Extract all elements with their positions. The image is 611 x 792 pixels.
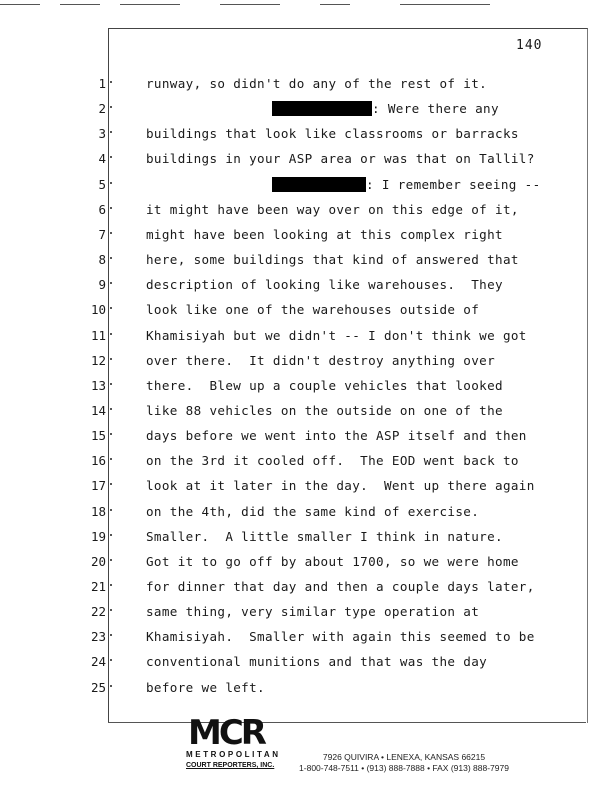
- transcript-line: [146, 504, 479, 519]
- line-text: description of looking like warehouses. They: [146, 277, 503, 292]
- transcript-line: [146, 302, 479, 317]
- margin-tick: [110, 408, 112, 410]
- margin-tick: [110, 458, 112, 460]
- line-number: 15: [90, 428, 106, 443]
- transcript-line: [272, 101, 499, 116]
- margin-tick: [110, 584, 112, 586]
- line-text: Khamisiyah but we didn't -- I don't think we got: [146, 328, 527, 343]
- transcript-line: [272, 177, 541, 192]
- line-text: might have been looking at this complex right: [146, 227, 503, 242]
- transcript-line: [146, 252, 519, 267]
- margin-tick: [110, 156, 112, 158]
- line-text: buildings that look like classrooms or barracks: [146, 126, 519, 141]
- margin-tick: [110, 106, 112, 108]
- line-number: 25: [90, 680, 106, 695]
- transcript-line: [146, 428, 527, 443]
- scan-top-marks: [0, 0, 611, 14]
- page-bottom-rule: [108, 722, 586, 723]
- margin-tick: [110, 483, 112, 485]
- line-number: 21: [90, 579, 106, 594]
- line-text: over there. It didn't destroy anything over: [146, 353, 496, 368]
- line-number: 13: [90, 378, 106, 393]
- logo-line-court-reporters: COURT REPORTERS, INC.: [186, 762, 275, 769]
- margin-tick: [110, 509, 112, 511]
- line-text: there. Blew up a couple vehicles that looked: [146, 378, 503, 393]
- margin-tick: [110, 257, 112, 259]
- line-number: 1: [98, 76, 106, 91]
- redaction-bar: [272, 101, 372, 116]
- line-number: 19: [90, 529, 106, 544]
- transcript-line: [146, 654, 487, 669]
- margin-tick: [110, 207, 112, 209]
- margin-tick: [110, 634, 112, 636]
- footer-address: 7926 QUIVIRA • LENEXA, KANSAS 66215: [322, 752, 486, 762]
- transcript-line: [146, 604, 479, 619]
- redaction-bar: [272, 177, 366, 192]
- transcript-line: [146, 478, 535, 493]
- logo-letters: MCR: [188, 713, 264, 753]
- line-number: 20: [90, 554, 106, 569]
- line-number: 3: [98, 126, 106, 141]
- transcript-line: [146, 403, 503, 418]
- margin-tick: [110, 333, 112, 335]
- page-number: 140: [516, 38, 543, 53]
- line-number: 2: [98, 101, 106, 116]
- line-text: conventional munitions and that was the day: [146, 654, 488, 669]
- line-text: on the 4th, did the same kind of exercise.: [146, 504, 480, 519]
- line-number: 22: [90, 604, 106, 619]
- footer-address-block: [284, 752, 524, 774]
- margin-tick: [110, 559, 112, 561]
- line-text: buildings in your ASP area or was that on Tallil?: [146, 151, 535, 166]
- line-text: days before we went into the ASP itself and then: [146, 428, 527, 443]
- line-text: like 88 vehicles on the outside on one of the: [146, 403, 503, 418]
- line-text: look at it later in the day. Went up there again: [146, 478, 535, 493]
- transcript-line: [146, 277, 503, 292]
- line-number: 12: [90, 353, 106, 368]
- metropolitan-court-reporters-logo: [186, 713, 281, 776]
- margin-tick: [110, 232, 112, 234]
- footer-phones: 1-800-748-7511 • (913) 888-7888 • FAX (913) 888-7979: [299, 763, 509, 773]
- margin-tick: [110, 383, 112, 385]
- margin-tick: [110, 609, 112, 611]
- line-number: 5: [98, 177, 106, 192]
- transcript-line: [146, 453, 519, 468]
- margin-tick: [110, 307, 112, 309]
- line-number: 7: [98, 227, 106, 242]
- line-number: 4: [98, 151, 106, 166]
- transcript-line: [146, 76, 487, 91]
- line-number: 14: [90, 403, 106, 418]
- line-text: Got it to go off by about 1700, so we were home: [146, 554, 519, 569]
- transcript-line: [146, 554, 519, 569]
- transcript-line: [146, 126, 519, 141]
- line-text: on the 3rd it cooled off. The EOD went back to: [146, 453, 519, 468]
- line-text: Smaller. A little smaller I think in nature.: [146, 529, 503, 544]
- line-text: it might have been way over on this edge of it,: [146, 202, 519, 217]
- margin-tick: [110, 182, 112, 184]
- transcript-line: [146, 629, 535, 644]
- logo-line-metropolitan: METROPOLITAN: [186, 750, 281, 759]
- line-text: before we left.: [146, 680, 265, 695]
- margin-tick: [110, 433, 112, 435]
- margin-tick: [110, 131, 112, 133]
- line-text: same thing, very similar type operation at: [146, 604, 480, 619]
- transcript-line: [146, 202, 519, 217]
- line-number: 18: [90, 504, 106, 519]
- transcript-line: [146, 579, 535, 594]
- line-number: 11: [90, 328, 106, 343]
- line-number: 6: [98, 202, 106, 217]
- line-text: runway, so didn't do any of the rest of it.: [146, 76, 488, 91]
- margin-tick: [110, 534, 112, 536]
- transcript-line: [146, 227, 503, 242]
- line-text: look like one of the warehouses outside of: [146, 302, 480, 317]
- line-number: 24: [90, 654, 106, 669]
- line-text: for dinner that day and then a couple days later,: [146, 579, 535, 594]
- line-text: : Were there any: [372, 101, 499, 116]
- line-number: 23: [90, 629, 106, 644]
- line-text: Khamisiyah. Smaller with again this seemed to be: [146, 629, 535, 644]
- transcript-line: [146, 680, 265, 695]
- line-text: here, some buildings that kind of answered that: [146, 252, 519, 267]
- transcript-line: [146, 353, 495, 368]
- transcript-line: [146, 529, 503, 544]
- margin-tick: [110, 358, 112, 360]
- margin-tick: [110, 282, 112, 284]
- line-number: 9: [98, 277, 106, 292]
- margin-tick: [110, 81, 112, 83]
- line-text: : I remember seeing --: [366, 177, 541, 192]
- transcript-line: [146, 328, 527, 343]
- margin-tick: [110, 659, 112, 661]
- line-number: 16: [90, 453, 106, 468]
- transcript-line: [146, 151, 535, 166]
- line-number: 17: [90, 478, 106, 493]
- margin-tick: [110, 685, 112, 687]
- transcript-line: [146, 378, 503, 393]
- line-number: 10: [90, 302, 106, 317]
- line-number: 8: [98, 252, 106, 267]
